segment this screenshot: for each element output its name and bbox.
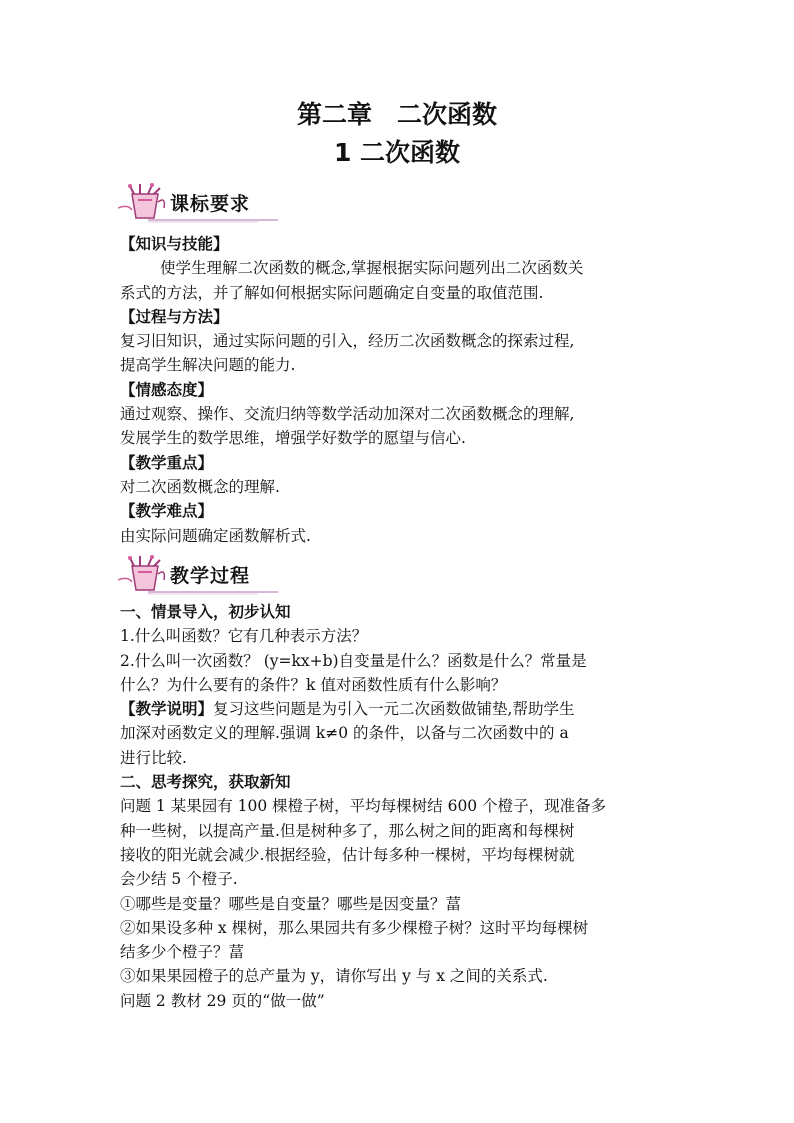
sub-question-1: ①哪些是变量？哪些是自变量？哪些是因变量？葍	[120, 894, 462, 913]
difficulty-text: 由实际问题确定函数解析式.	[120, 526, 311, 545]
problem-1-line-4: 会少结 5 个橙子.	[120, 870, 238, 889]
teaching-note-text: 复习这些问题是为引入一元二次函数做铺垫,帮助学生	[213, 700, 575, 719]
problem-2: 问题 2 教材 29 页的“做一做”	[120, 991, 325, 1010]
key-point-text: 对二次函数概念的理解.	[120, 477, 280, 496]
emotion-text-1: 通过观察、操作、交流归纳等数学活动加深对二次函数概念的理解,	[120, 405, 575, 424]
question-1: 1.什么叫函数？它有几种表示方法？	[120, 627, 368, 646]
question-2-line-1: 2.什么叫一次函数？ (y=kx+b)自变量是什么？函数是什么？常量是	[120, 651, 587, 670]
sub-question-2-line-2: 结多少个橙子？葍	[120, 943, 245, 962]
question-2-line-2: 什么？为什么要有的条件？k 值对函数性质有什么影响？	[120, 675, 507, 694]
teaching-note-label: 【教学说明】	[120, 700, 214, 719]
knowledge-heading: 【知识与技能】	[120, 235, 229, 253]
section-title: 1 二次函数	[333, 138, 461, 167]
teaching-note-line-3: 进行比较.	[120, 748, 187, 767]
problem-1-line-2: 种一些树，以提高产量.但是树种多了，那么树之间的距离和每棵树	[120, 821, 575, 840]
process-section	[120, 600, 680, 1013]
problem-1-line-1: 问题 1 某果园有 100 棵橙子树，平均每棵树结 600 个橙子，现准备多	[120, 797, 607, 816]
process-badge-label: 教学过程	[170, 565, 251, 587]
goals-section	[120, 232, 680, 548]
difficulty-heading: 【教学难点】	[120, 502, 214, 521]
teaching-note-line-2: 加深对函数定义的理解.强调 k≠0 的条件，以备与二次函数中的 a	[120, 724, 569, 743]
process-badge	[118, 554, 288, 596]
method-heading: 【过程与方法】	[120, 307, 229, 326]
section-2-heading: 二、思考探究，获取新知	[120, 773, 291, 792]
knowledge-text-2: 系式的方法，并了解如何根据实际问题确定自变量的取值范围.	[120, 283, 544, 302]
knowledge-text-1: 使学生理解二次函数的概念,掌握根据实际问题列出二次函数关	[160, 259, 584, 278]
standards-badge	[118, 182, 288, 224]
section-1-heading: 一、情景导入，初步认知	[120, 603, 291, 621]
chapter-title: 第二章 二次函数	[296, 100, 497, 129]
method-text-2: 提高学生解决问题的能力.	[120, 356, 296, 375]
method-text-1: 复习旧知识，通过实际问题的引入，经历二次函数概念的探索过程,	[120, 332, 575, 351]
key-point-heading: 【教学重点】	[120, 453, 214, 472]
teaching-note-line-1	[120, 697, 680, 721]
emotion-heading: 【情感态度】	[120, 380, 214, 399]
problem-1-line-3: 接收的阳光就会减少.根据经验，估计每多种一棵树，平均每棵树就	[120, 845, 575, 864]
standards-badge-label: 课标要求	[170, 193, 251, 215]
sub-question-2-line-1: ②如果设多种 x 棵树，那么果园共有多少棵橙子树？这时平均每棵树	[120, 918, 589, 937]
emotion-text-2: 发展学生的数学思维，增强学好数学的愿望与信心.	[120, 429, 466, 448]
sub-question-3: ③如果果园橙子的总产量为 y，请你写出 y 与 x 之间的关系式.	[120, 967, 548, 986]
